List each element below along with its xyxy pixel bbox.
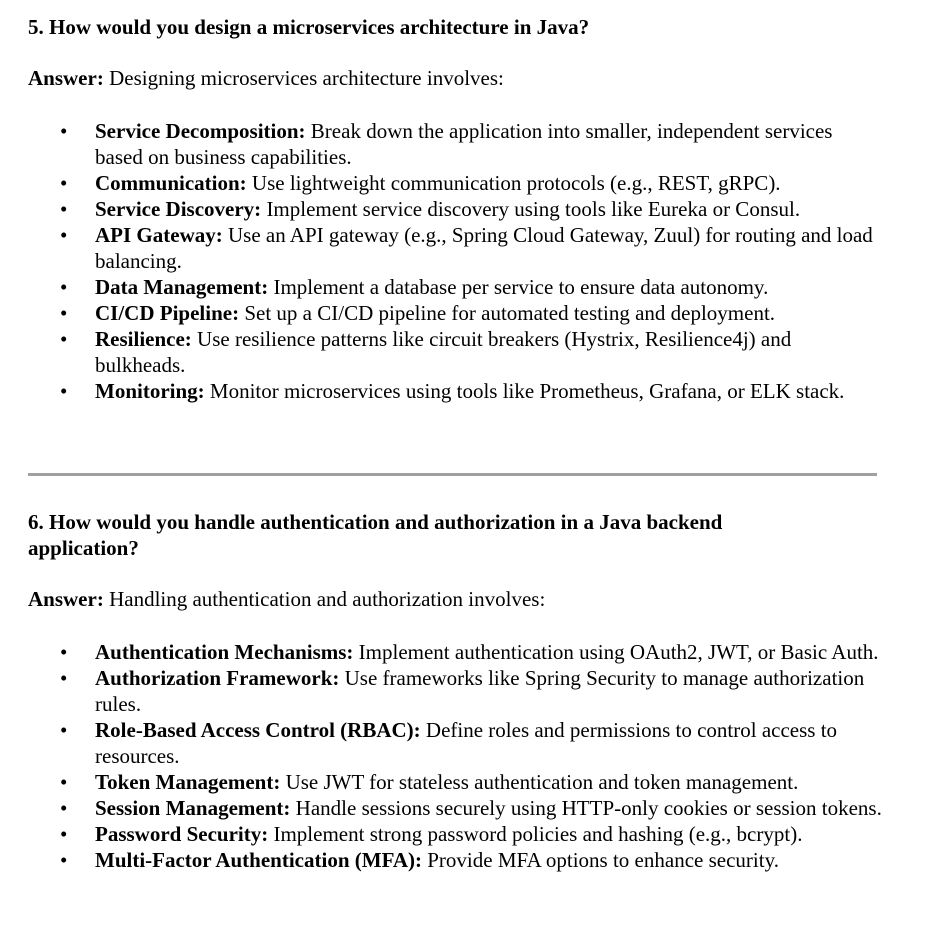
answer-label: Answer: <box>28 587 104 611</box>
item-term: CI/CD Pipeline: <box>95 301 240 325</box>
item-text: Implement strong password policies and hashing (e.g., bcrypt). <box>268 822 803 846</box>
answer-intro-text: Handling authentication and authorization involves: <box>103 587 546 611</box>
answer-label: Answer: <box>28 66 104 90</box>
list-item <box>28 795 885 821</box>
item-text: Implement authentication using OAuth2, JWT, or Basic Auth. <box>353 640 879 664</box>
item-term: Communication: <box>95 171 247 195</box>
item-text: Implement a database per service to ensure data autonomy. <box>268 275 769 299</box>
answer-intro-text: Designing microservices architecture involves: <box>103 66 504 90</box>
item-text: Use lightweight communication protocols (e.g., REST, gRPC). <box>246 171 781 195</box>
item-text: Monitor microservices using tools like Prometheus, Grafana, or ELK stack. <box>204 379 845 403</box>
list-item <box>28 665 885 717</box>
list-item <box>28 326 885 378</box>
list-item <box>28 118 885 170</box>
item-term: Authorization Framework: <box>95 666 340 690</box>
item-text: Use JWT for stateless authentication and token management. <box>280 770 799 794</box>
item-term: Password Security: <box>95 822 269 846</box>
item-text: Break down the application into smaller, independent services based on business capabilities. <box>95 119 833 169</box>
list-item <box>28 639 885 665</box>
item-term: Session Management: <box>95 796 291 820</box>
section-6-list <box>28 639 885 873</box>
list-item <box>28 170 885 196</box>
item-text: Use resilience patterns like circuit breakers (Hystrix, Resilience4j) and bulkheads. <box>95 327 792 377</box>
item-term: Service Discovery: <box>95 197 262 221</box>
item-term: Role-Based Access Control (RBAC): <box>95 718 421 742</box>
item-text: Set up a CI/CD pipeline for automated testing and deployment. <box>239 301 776 325</box>
list-item <box>28 378 885 404</box>
item-term: Service Decomposition: <box>95 119 306 143</box>
item-term: API Gateway: <box>95 223 223 247</box>
question-5-heading: 5. How would you design a microservices architecture in Java? <box>28 15 590 39</box>
list-item <box>28 274 885 300</box>
item-term: Monitoring: <box>95 379 205 403</box>
item-text: Implement service discovery using tools like Eureka or Consul. <box>261 197 801 221</box>
list-item <box>28 196 885 222</box>
item-text: Provide MFA options to enhance security. <box>422 848 779 872</box>
list-item <box>28 821 885 847</box>
item-term: Resilience: <box>95 327 192 351</box>
item-text: Use an API gateway (e.g., Spring Cloud Gateway, Zuul) for routing and load balancing. <box>95 223 873 273</box>
list-item <box>28 717 885 769</box>
item-text: Handle sessions securely using HTTP-only cookies or session tokens. <box>290 796 882 820</box>
answer-6-intro <box>28 587 545 612</box>
question-6-heading: 6. How would you handle authentication and authorization in a Java backend application? <box>28 510 723 560</box>
item-term: Token Management: <box>95 770 281 794</box>
answer-5-intro <box>28 66 504 91</box>
list-item <box>28 769 885 795</box>
item-term: Multi-Factor Authentication (MFA): <box>95 848 422 872</box>
item-term: Data Management: <box>95 275 269 299</box>
item-text: Define roles and permissions to control access to resources. <box>95 718 838 768</box>
horizontal-rule-divider <box>28 473 877 476</box>
item-text: Use frameworks like Spring Security to manage authorization rules. <box>95 666 865 716</box>
section-5-list <box>28 118 885 404</box>
list-item <box>28 222 885 274</box>
list-item <box>28 847 885 873</box>
item-term: Authentication Mechanisms: <box>95 640 354 664</box>
list-item <box>28 300 885 326</box>
